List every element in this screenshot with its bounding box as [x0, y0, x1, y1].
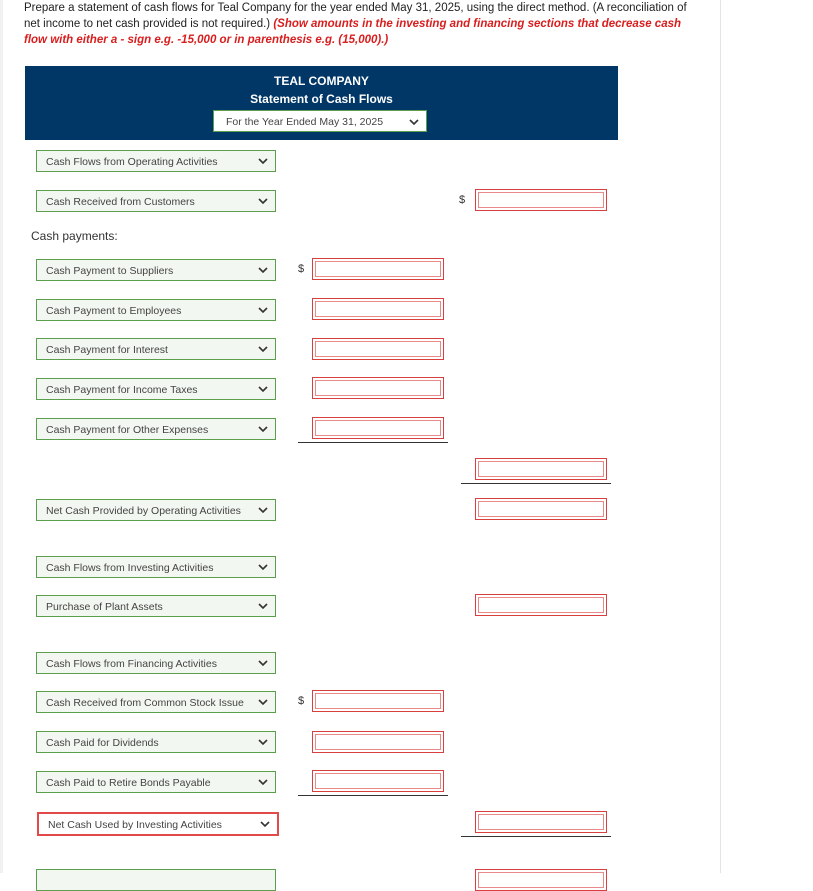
chevron-down-icon [257, 657, 269, 669]
chevron-down-icon [257, 423, 269, 435]
chevron-down-icon [257, 195, 269, 207]
taxes-select[interactable] [36, 378, 276, 400]
next-row-select[interactable] [36, 869, 276, 891]
customers-amount-input[interactable] [475, 189, 607, 211]
plant-assets-amount-input[interactable] [475, 594, 607, 616]
statement-title: Statement of Cash Flows [250, 92, 393, 106]
subtotal-underline [298, 442, 448, 443]
investing-heading-value: Cash Flows from Investing Activities [46, 562, 214, 574]
customers-select[interactable] [36, 190, 276, 212]
employees-select[interactable] [36, 299, 276, 321]
interest-value: Cash Payment for Interest [46, 344, 168, 356]
currency-symbol: $ [298, 263, 305, 275]
chevron-down-icon [257, 504, 269, 516]
taxes-value: Cash Payment for Income Taxes [46, 384, 198, 396]
subtotal-underline [461, 836, 611, 837]
dividends-select[interactable] [36, 731, 276, 753]
left-frame-border [0, 0, 3, 873]
next-row-amount-input[interactable] [475, 869, 607, 891]
customers-value: Cash Received from Customers [46, 196, 195, 208]
operating-heading-select[interactable] [36, 150, 276, 172]
financing-heading-select[interactable] [36, 652, 276, 674]
subtotal-underline [298, 795, 448, 796]
suppliers-select[interactable] [36, 259, 276, 281]
chevron-down-icon [257, 600, 269, 612]
financing-heading-value: Cash Flows from Financing Activities [46, 658, 217, 670]
net-investing-select[interactable] [37, 812, 279, 836]
dividends-amount-input[interactable] [312, 731, 444, 753]
taxes-amount-input[interactable] [312, 377, 444, 399]
other-expenses-amount-input[interactable] [312, 417, 444, 439]
chevron-down-icon [257, 383, 269, 395]
instructions [24, 0, 704, 48]
total-payments-amount-input[interactable] [475, 458, 607, 480]
bonds-amount-input[interactable] [312, 770, 444, 792]
employees-amount-input[interactable] [312, 298, 444, 320]
company-name: TEAL COMPANY [274, 74, 369, 88]
employees-value: Cash Payment to Employees [46, 305, 182, 317]
plant-assets-value: Purchase of Plant Assets [46, 601, 163, 613]
right-frame-border [720, 0, 721, 873]
chevron-down-icon [257, 343, 269, 355]
other-expenses-select[interactable] [36, 418, 276, 440]
net-operating-amount-input[interactable] [475, 498, 607, 520]
chevron-down-icon [257, 776, 269, 788]
net-investing-value: Net Cash Used by Investing Activities [48, 819, 222, 831]
net-operating-value: Net Cash Provided by Operating Activities [46, 505, 241, 517]
interest-amount-input[interactable] [312, 338, 444, 360]
instructions-note: (Show amounts in the investing and financing sections that decrease cash flow with either a - sign e.g. -15,000 or in parenthesis e.g. (15,000).) [24, 18, 682, 46]
subtotal-underline [461, 483, 611, 484]
plant-assets-select[interactable] [36, 595, 276, 617]
instructions-text: Prepare a statement of cash flows for Teal Company for the year ended May 31, 2025, using the direct method. (A reconciliation of net income to net cash provided is not required.) [24, 2, 687, 30]
investing-heading-select[interactable] [36, 556, 276, 578]
chevron-down-icon [257, 736, 269, 748]
bonds-select[interactable] [36, 771, 276, 793]
chevron-down-icon [257, 696, 269, 708]
chevron-down-icon [257, 304, 269, 316]
chevron-down-icon [257, 155, 269, 167]
chevron-down-icon [259, 818, 271, 830]
stock-issue-value: Cash Received from Common Stock Issue [46, 697, 244, 709]
other-expenses-value: Cash Payment for Other Expenses [46, 424, 209, 436]
period-select-value: For the Year Ended May 31, 2025 [226, 116, 384, 128]
chevron-down-icon [257, 264, 269, 276]
net-investing-amount-input[interactable] [475, 811, 607, 833]
period-select[interactable] [213, 110, 427, 132]
chevron-down-icon [257, 561, 269, 573]
cash-payments-label: Cash payments: [31, 229, 118, 243]
stock-issue-amount-input[interactable] [312, 690, 444, 712]
currency-symbol: $ [459, 194, 466, 206]
chevron-down-icon [408, 116, 420, 128]
currency-symbol: $ [298, 695, 305, 707]
stock-issue-select[interactable] [36, 691, 276, 713]
suppliers-amount-input[interactable] [312, 258, 444, 280]
operating-heading-value: Cash Flows from Operating Activities [46, 156, 218, 168]
interest-select[interactable] [36, 338, 276, 360]
dividends-value: Cash Paid for Dividends [46, 737, 159, 749]
net-operating-select[interactable] [36, 499, 276, 521]
suppliers-value: Cash Payment to Suppliers [46, 265, 174, 277]
bonds-value: Cash Paid to Retire Bonds Payable [46, 777, 211, 789]
